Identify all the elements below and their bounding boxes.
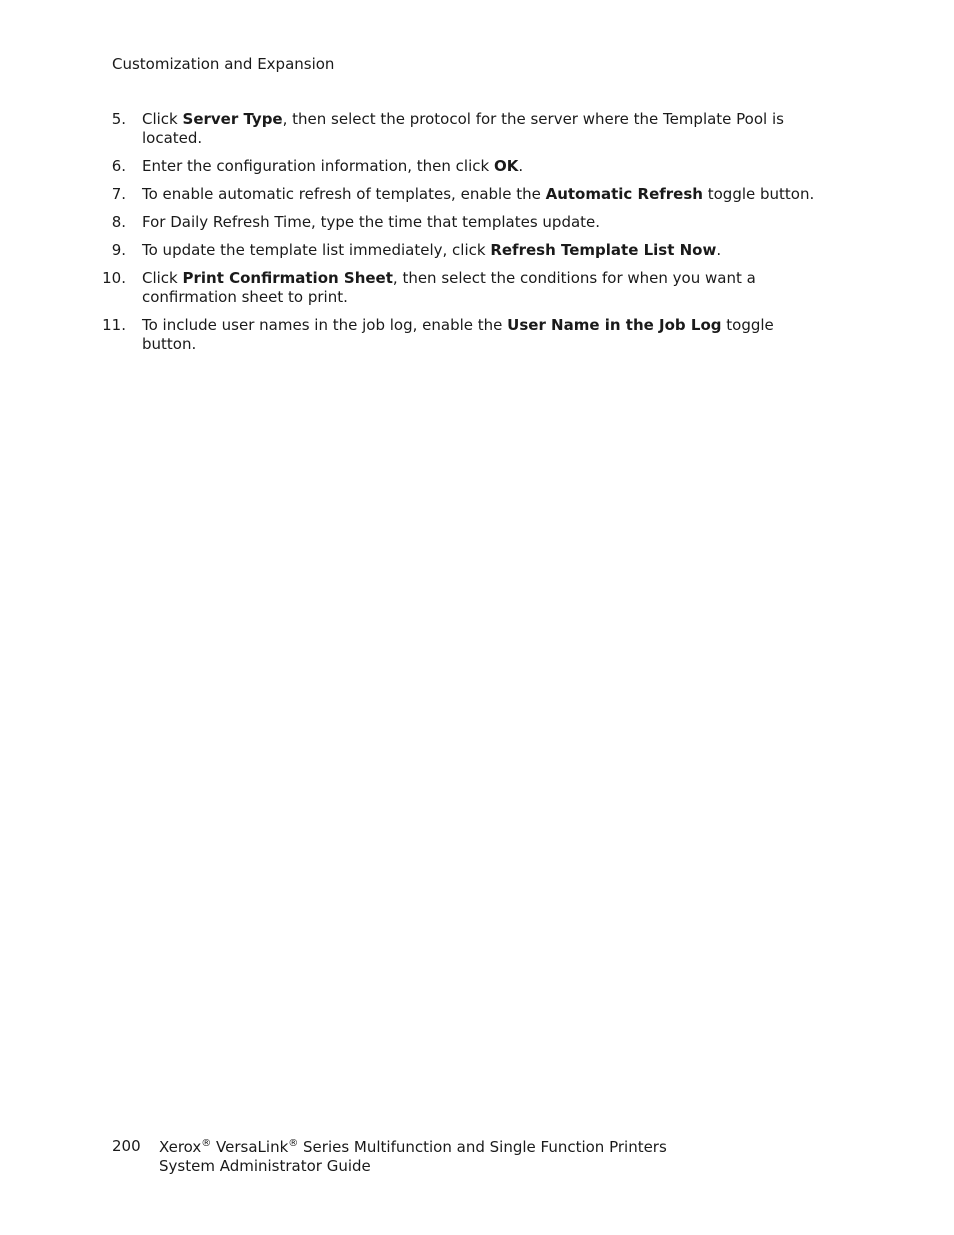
- step-number: 11.: [102, 316, 126, 334]
- step-text-run: Click: [142, 110, 183, 128]
- running-header: Customization and Expansion: [112, 55, 335, 73]
- procedure-steps: [100, 110, 820, 363]
- step-item: [100, 269, 820, 307]
- registered-mark: ®: [201, 1138, 212, 1149]
- step-number: 5.: [111, 110, 126, 128]
- step-text-run: , then select the conditions for when you want a confirmation sheet to print.: [142, 269, 756, 306]
- step-text-run: To update the template list immediately, click: [142, 241, 491, 259]
- step-text-run: toggle button.: [142, 316, 774, 353]
- step-text-run: Enter the configuration information, then click: [142, 157, 494, 175]
- registered-mark: ®: [288, 1138, 299, 1149]
- footer-title: [159, 1138, 667, 1176]
- ui-control-name: Automatic Refresh: [545, 185, 703, 203]
- step-text-run: , then select the protocol for the server where the Template Pool is located.: [142, 110, 784, 147]
- step-text-run: .: [518, 157, 524, 175]
- ui-control-name: Print Confirmation Sheet: [182, 269, 393, 287]
- footer-line-1: [159, 1138, 667, 1157]
- step-text-run: .: [716, 241, 722, 259]
- step-text: [142, 213, 600, 231]
- footer-product: VersaLink: [216, 1138, 289, 1156]
- step-text-run: For Daily Refresh Time, type the time that templates update.: [142, 213, 601, 231]
- step-text-run: To include user names in the job log, enable the: [142, 316, 508, 334]
- step-item: [100, 157, 820, 176]
- step-item: [100, 110, 820, 148]
- step-number: 8.: [111, 213, 126, 231]
- step-item: [100, 316, 820, 354]
- footer-brand: Xerox: [159, 1138, 202, 1156]
- ui-control-name: Server Type: [182, 110, 283, 128]
- page-number: 200: [112, 1137, 141, 1155]
- ui-control-name: Refresh Template List Now: [490, 241, 717, 259]
- step-text-run: toggle button.: [702, 185, 815, 203]
- step-text: [142, 269, 756, 306]
- ui-control-name: OK: [493, 157, 519, 175]
- step-number: 10.: [102, 269, 126, 287]
- ui-control-name: User Name in the Job Log: [507, 316, 722, 334]
- step-text: [142, 110, 784, 147]
- step-text: [142, 185, 814, 203]
- step-text: [142, 316, 774, 353]
- step-item: [100, 241, 820, 260]
- step-text-run: To enable automatic refresh of templates, enable the: [142, 185, 546, 203]
- footer-line-2: System Administrator Guide: [159, 1157, 371, 1175]
- step-item: [100, 213, 820, 232]
- step-number: 7.: [111, 185, 126, 203]
- footer-series: Series Multifunction and Single Function Printers: [298, 1138, 667, 1156]
- step-text-run: Click: [142, 269, 183, 287]
- step-text: [142, 241, 721, 259]
- step-number: 6.: [111, 157, 126, 175]
- step-number: 9.: [111, 241, 126, 259]
- step-item: [100, 185, 820, 204]
- step-text: [142, 157, 523, 175]
